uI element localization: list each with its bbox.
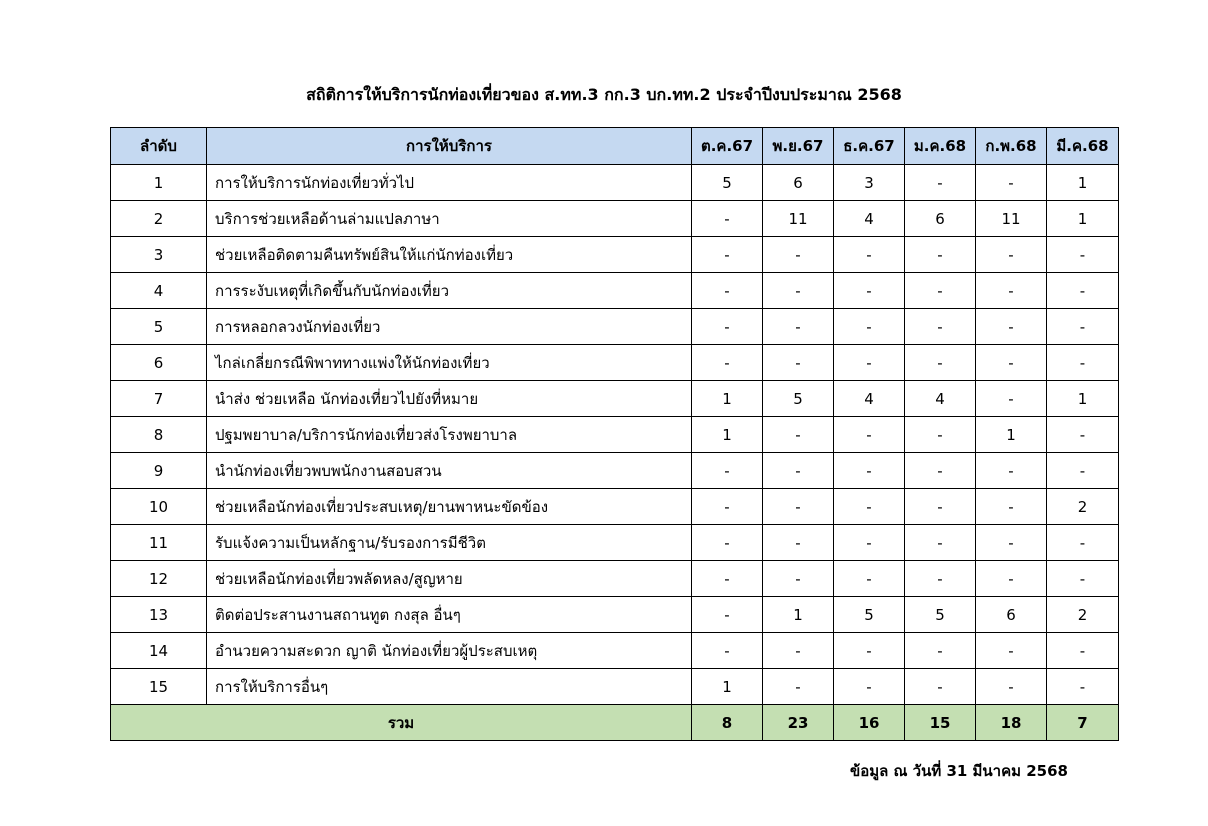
total-cell: 7 [1047,705,1119,741]
data-date-note: ข้อมูล ณ วันที่ 31 มีนาคม 2568 [849,762,1068,780]
monthly-count-cell: - [976,237,1047,273]
monthly-count-cell: - [1047,237,1119,273]
service-name: ช่วยเหลือติดตามคืนทรัพย์สินให้แก่นักท่องเที่ยว [207,237,692,273]
monthly-count-cell: 1 [976,417,1047,453]
table-row [111,237,1119,273]
table-row [111,489,1119,525]
monthly-count-cell: - [976,489,1047,525]
monthly-count-cell: - [834,309,905,345]
monthly-count-cell: - [976,381,1047,417]
row-number: 4 [111,273,207,309]
monthly-count-cell: - [905,525,976,561]
monthly-count-cell: 1 [692,669,763,705]
row-number: 2 [111,201,207,237]
monthly-count-cell: - [834,453,905,489]
monthly-count-cell: - [976,669,1047,705]
monthly-count-cell: - [834,489,905,525]
column-header-month: ก.พ.68 [976,128,1047,165]
monthly-count-cell: - [834,237,905,273]
monthly-count-cell: 11 [976,201,1047,237]
monthly-count-cell: 4 [905,381,976,417]
monthly-count-cell: - [976,345,1047,381]
table-row [111,165,1119,201]
monthly-count-cell: - [905,273,976,309]
monthly-count-cell: - [763,633,834,669]
monthly-count-cell: - [692,489,763,525]
monthly-count-cell: 6 [763,165,834,201]
column-header-month: พ.ย.67 [763,128,834,165]
table-body [111,165,1119,705]
row-number: 3 [111,237,207,273]
monthly-count-cell: - [763,453,834,489]
monthly-count-cell: 2 [1047,597,1119,633]
monthly-count-cell: - [692,525,763,561]
service-name: ติดต่อประสานงานสถานทูต กงสุล อื่นๆ [207,597,692,633]
total-cell: 23 [763,705,834,741]
row-number: 12 [111,561,207,597]
column-header-service: การให้บริการ [207,128,692,165]
row-number: 10 [111,489,207,525]
monthly-count-cell: - [763,345,834,381]
monthly-count-cell: - [692,561,763,597]
monthly-count-cell: - [763,525,834,561]
monthly-count-cell: - [834,669,905,705]
monthly-count-cell: 1 [692,381,763,417]
monthly-count-cell: 3 [834,165,905,201]
total-cell: 15 [905,705,976,741]
monthly-count-cell: - [692,309,763,345]
row-number: 5 [111,309,207,345]
table-row [111,309,1119,345]
monthly-count-cell: - [976,561,1047,597]
table-header-row [111,128,1119,165]
total-cell: 16 [834,705,905,741]
monthly-count-cell: 1 [1047,201,1119,237]
row-number: 8 [111,417,207,453]
statistics-table [110,127,1119,741]
service-name: ปฐมพยาบาล/บริการนักท่องเที่ยวส่งโรงพยาบาล [207,417,692,453]
row-number: 1 [111,165,207,201]
monthly-count-cell: - [976,525,1047,561]
total-cell: 18 [976,705,1047,741]
monthly-count-cell: - [763,309,834,345]
table-row [111,345,1119,381]
monthly-count-cell: - [905,669,976,705]
monthly-count-cell: 1 [1047,165,1119,201]
service-name: การให้บริการนักท่องเที่ยวทั่วไป [207,165,692,201]
monthly-count-cell: 1 [763,597,834,633]
monthly-count-cell: 1 [1047,381,1119,417]
monthly-count-cell: 5 [763,381,834,417]
monthly-count-cell: - [763,669,834,705]
monthly-count-cell: - [976,309,1047,345]
column-header-month: ม.ค.68 [905,128,976,165]
monthly-count-cell: 6 [976,597,1047,633]
monthly-count-cell: - [1047,273,1119,309]
monthly-count-cell: - [1047,525,1119,561]
monthly-count-cell: - [763,417,834,453]
monthly-count-cell: - [692,345,763,381]
service-name: ไกล่เกลี่ยกรณีพิพาททางแพ่งให้นักท่องเที่ยว [207,345,692,381]
service-name: การระงับเหตุที่เกิดขึ้นกับนักท่องเที่ยว [207,273,692,309]
monthly-count-cell: - [834,345,905,381]
table-row [111,453,1119,489]
monthly-count-cell: - [692,237,763,273]
monthly-count-cell: - [905,453,976,489]
table-row [111,597,1119,633]
monthly-count-cell: - [692,201,763,237]
row-number: 6 [111,345,207,381]
service-name: อำนวยความสะดวก ญาติ นักท่องเที่ยวผู้ประสบเหตุ [207,633,692,669]
table-row [111,273,1119,309]
monthly-count-cell: - [905,417,976,453]
page-title: สถิติการให้บริการนักท่องเที่ยวของ ส.ทท.3 กก.3 บก.ทท.2 ประจำปีงบประมาณ 2568 [306,85,902,104]
monthly-count-cell: - [905,237,976,273]
total-label: รวม [111,705,692,741]
monthly-count-cell: - [976,165,1047,201]
total-row [111,705,1119,741]
table-row [111,669,1119,705]
monthly-count-cell: - [834,633,905,669]
monthly-count-cell: - [1047,669,1119,705]
service-name: รับแจ้งความเป็นหลักฐาน/รับรองการมีชีวิต [207,525,692,561]
monthly-count-cell: - [834,273,905,309]
table-row [111,201,1119,237]
column-header-no: ลำดับ [111,128,207,165]
monthly-count-cell: 5 [905,597,976,633]
monthly-count-cell: 4 [834,201,905,237]
table-row [111,525,1119,561]
monthly-count-cell: - [834,525,905,561]
monthly-count-cell: - [905,561,976,597]
row-number: 9 [111,453,207,489]
table-row [111,381,1119,417]
monthly-count-cell: 11 [763,201,834,237]
monthly-count-cell: - [1047,561,1119,597]
monthly-count-cell: 2 [1047,489,1119,525]
monthly-count-cell: - [905,309,976,345]
service-name: ช่วยเหลือนักท่องเที่ยวพลัดหลง/สูญหาย [207,561,692,597]
monthly-count-cell: 4 [834,381,905,417]
service-name: การหลอกลวงนักท่องเที่ยว [207,309,692,345]
monthly-count-cell: - [1047,633,1119,669]
column-header-month: ธ.ค.67 [834,128,905,165]
monthly-count-cell: - [905,489,976,525]
column-header-month: มี.ค.68 [1047,128,1119,165]
monthly-count-cell: - [1047,453,1119,489]
monthly-count-cell: - [1047,345,1119,381]
monthly-count-cell: 5 [692,165,763,201]
monthly-count-cell: - [905,633,976,669]
row-number: 14 [111,633,207,669]
row-number: 11 [111,525,207,561]
table-row [111,561,1119,597]
monthly-count-cell: - [1047,309,1119,345]
monthly-count-cell: - [905,165,976,201]
row-number: 7 [111,381,207,417]
service-name: นำนักท่องเที่ยวพบพนักงานสอบสวน [207,453,692,489]
monthly-count-cell: 6 [905,201,976,237]
monthly-count-cell: - [763,489,834,525]
monthly-count-cell: - [976,633,1047,669]
monthly-count-cell: 5 [834,597,905,633]
service-name: การให้บริการอื่นๆ [207,669,692,705]
row-number: 13 [111,597,207,633]
table-row [111,633,1119,669]
monthly-count-cell: - [976,273,1047,309]
monthly-count-cell: - [692,633,763,669]
monthly-count-cell: - [976,453,1047,489]
monthly-count-cell: - [763,237,834,273]
column-header-month: ต.ค.67 [692,128,763,165]
total-cell: 8 [692,705,763,741]
monthly-count-cell: 1 [692,417,763,453]
monthly-count-cell: - [905,345,976,381]
service-name: นำส่ง ช่วยเหลือ นักท่องเที่ยวไปยังที่หมาย [207,381,692,417]
row-number: 15 [111,669,207,705]
table-row [111,417,1119,453]
monthly-count-cell: - [692,597,763,633]
monthly-count-cell: - [763,561,834,597]
monthly-count-cell: - [692,273,763,309]
service-name: บริการช่วยเหลือด้านล่ามแปลภาษา [207,201,692,237]
monthly-count-cell: - [834,561,905,597]
monthly-count-cell: - [1047,417,1119,453]
monthly-count-cell: - [763,273,834,309]
service-name: ช่วยเหลือนักท่องเที่ยวประสบเหตุ/ยานพาหนะขัดข้อง [207,489,692,525]
monthly-count-cell: - [692,453,763,489]
monthly-count-cell: - [834,417,905,453]
